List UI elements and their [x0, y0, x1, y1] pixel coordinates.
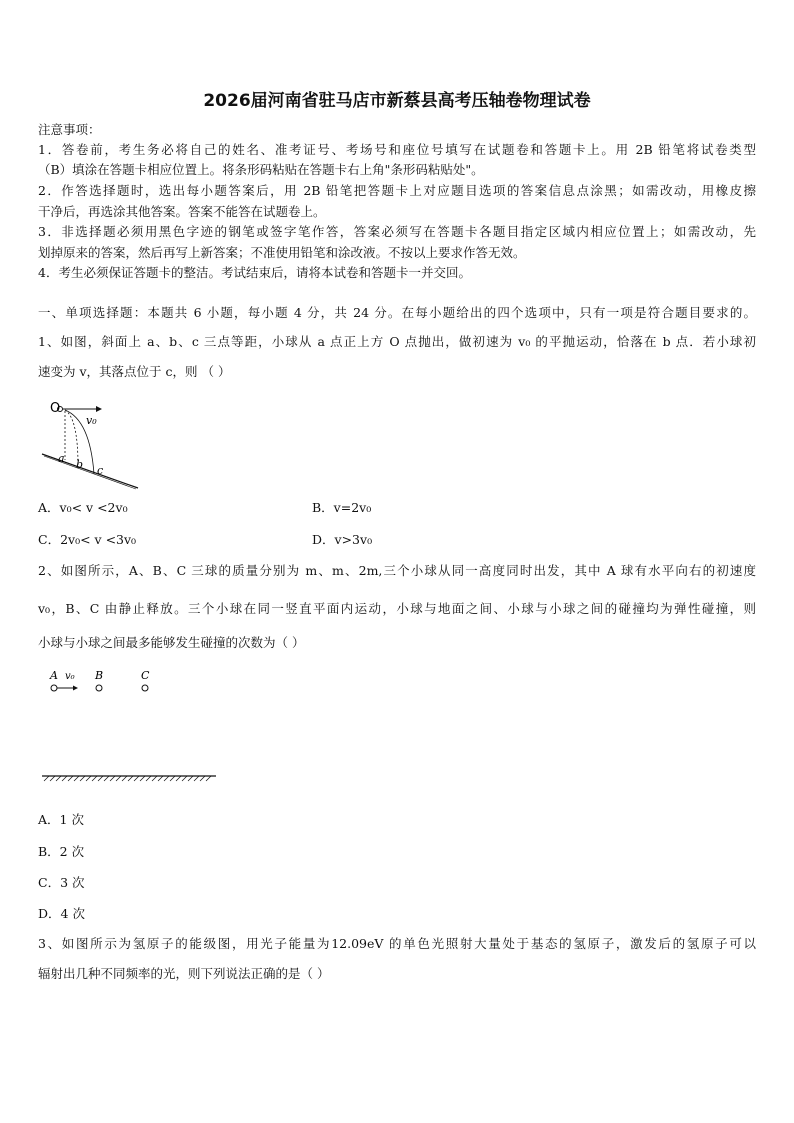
q1-option-b[interactable]: B．v=2v₀ [312, 500, 372, 515]
q1-label-b: b [76, 458, 84, 471]
note-line: 3．非选择题必须用黑色字迹的钢笔或签字笔作答，答案必须写在答题卡各题目指定区域内相应位置上；如需改动，先 [38, 224, 756, 239]
q2-label-v0: v₀ [65, 671, 75, 682]
q2-option-d[interactable]: D．4 次 [38, 906, 85, 921]
q2-option-a[interactable]: A．1 次 [38, 812, 84, 827]
q3-stem: 辐射出几种不同频率的光，则下列说法正确的是（ ） [38, 966, 330, 981]
q1-figure [40, 398, 150, 494]
q2-label-a: A [50, 669, 58, 682]
q2-label-c: C [141, 669, 150, 682]
ground-hatching [44, 776, 211, 781]
note-line: 2．作答选择题时，选出每小题答案后，用 2B 铅笔把答题卡上对应题目选项的答案信息点涂黑；如需改动，用橡皮擦 [38, 183, 756, 198]
note-line: 4．考生必须保证答题卡的整洁。考试结束后，请将本试卷和答题卡一并交回。 [38, 265, 471, 280]
q1-option-d[interactable]: D．v>3v₀ [312, 532, 373, 547]
q1-option-c[interactable]: C．2v₀< v <3v₀ [38, 532, 137, 547]
note-line: 1．答卷前，考生务必将自己的姓名、准考证号、考场号和座位号填写在试题卷和答题卡上。用 2B 铅笔将试卷类型 [38, 142, 756, 157]
page-title: 2026届河南省驻马店市新蔡县高考压轴卷物理试卷 [203, 91, 591, 111]
q2-option-b[interactable]: B．2 次 [38, 844, 85, 859]
q1-stem: 速变为 v，其落点位于 c，则 （ ） [38, 364, 231, 379]
q2-figure [40, 666, 220, 784]
q1-label-a: a [58, 452, 65, 465]
q2-label-b: B [95, 669, 104, 682]
notes-heading: 注意事项： [38, 122, 101, 137]
section-heading: 一、单项选择题：本题共 6 小题，每小题 4 分，共 24 分。在每小题给出的四个选项中，只有一项是符合题目要求的。 [38, 305, 756, 320]
q1-label-v0: v₀ [86, 414, 97, 427]
note-line: 干净后，再选涂其他答案。答案不能答在试题卷上。 [38, 204, 326, 219]
q2-stem: 2、如图所示，A、B、C 三球的质量分别为 m、m、2m,三个小球从同一高度同时出发，其中 A 球有水平向右的初速度 [38, 563, 756, 578]
q3-stem: 3、如图所示为氢原子的能级图，用光子能量为12.09eV 的单色光照射大量处于基态的氢原子，激发后的氢原子可以 [38, 936, 756, 951]
q1-stem: 1、如图，斜面上 a、b、c 三点等距，小球从 a 点正上方 O 点抛出，做初速为 v₀ 的平抛运动，恰落在 b 点．若小球初 [38, 334, 756, 349]
note-line: （B）填涂在答题卡相应位置上。将条形码粘贴在答题卡右上角"条形码粘贴处"。 [38, 162, 484, 177]
q2-option-c[interactable]: C．3 次 [38, 875, 85, 890]
q1-label-c: c [97, 464, 104, 477]
q2-stem: 小球与小球之间最多能够发生碰撞的次数为（ ） [38, 635, 305, 650]
q2-stem: v₀，B、C 由静止释放。三个小球在同一竖直平面内运动，小球与地面之间、小球与小球之间的碰撞均为弹性碰撞，则 [38, 601, 756, 616]
note-line: 划掉原来的答案，然后再写上新答案；不准使用铅笔和涂改液。不按以上要求作答无效。 [38, 245, 526, 260]
q1-label-o: O [50, 401, 61, 416]
q1-option-a[interactable]: A．v₀< v <2v₀ [38, 500, 128, 515]
